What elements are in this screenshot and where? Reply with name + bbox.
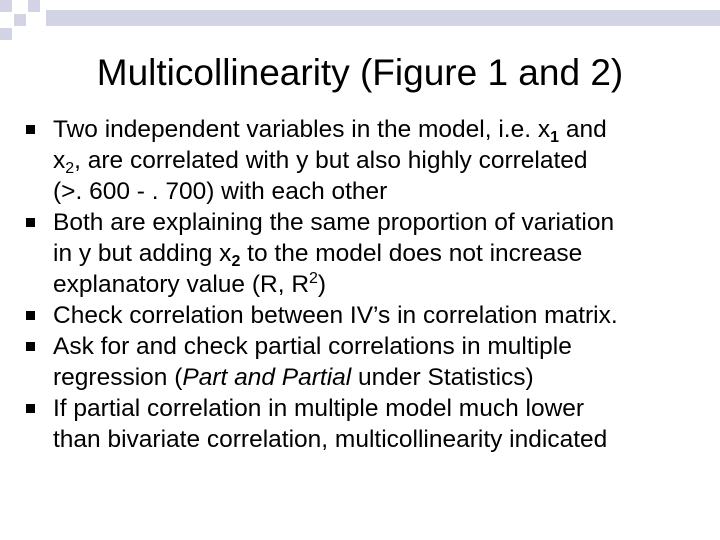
text-span: Two independent variables in the model, i.e. x: [53, 116, 551, 143]
text-span: and: [559, 116, 607, 143]
text-span: , are correlated with y but also highly correlated: [74, 147, 588, 174]
text-span: in y but adding x: [53, 240, 232, 267]
bullet-list: [24, 114, 714, 455]
text-span: explanatory value (R, R: [53, 271, 310, 298]
bullet-line: Ask for and check partial correlations in multiple: [53, 333, 572, 360]
italic-text: Part and Partial: [182, 364, 352, 391]
bullet-item: [24, 114, 714, 207]
subscript: 1: [550, 129, 560, 146]
square-bullet-icon: [26, 125, 35, 134]
text-span: to the model does not increase: [240, 240, 583, 267]
text-span: ): [317, 271, 327, 298]
subscript: 2: [65, 160, 75, 177]
text-span: x: [53, 147, 66, 174]
bullet-line: If partial correlation in multiple model much lower: [53, 395, 585, 422]
square-bullet-icon: [26, 311, 35, 320]
square-bullet-icon: [26, 342, 35, 351]
slide-title: Multicollinearity (Figure 1 and 2): [96, 52, 624, 93]
bullet-line: Both are explaining the same proportion of variation: [53, 209, 615, 236]
square-bullet-icon: [26, 218, 35, 227]
bullet-line: [53, 145, 714, 176]
superscript: 2: [309, 270, 318, 287]
bullet-line: [53, 362, 714, 393]
bullet-item: [24, 207, 714, 300]
text-span: regression (: [53, 364, 183, 391]
bullet-line: [53, 114, 714, 145]
subscript: 2: [231, 253, 241, 270]
text-span: under Statistics): [351, 364, 534, 391]
bullet-line: (>. 600 - . 700) with each other: [53, 178, 388, 205]
bullet-line: [53, 238, 714, 269]
bullet-item: [24, 393, 714, 455]
square-bullet-icon: [26, 404, 35, 413]
bullet-line: [53, 269, 714, 300]
bullet-item: [24, 300, 714, 331]
top-accent-bar: [46, 10, 720, 26]
bullet-line: than bivariate correlation, multicollinearity indicated: [53, 426, 608, 453]
bullet-item: [24, 331, 714, 393]
bullet-line: Check correlation between IV’s in correlation matrix.: [53, 302, 618, 329]
